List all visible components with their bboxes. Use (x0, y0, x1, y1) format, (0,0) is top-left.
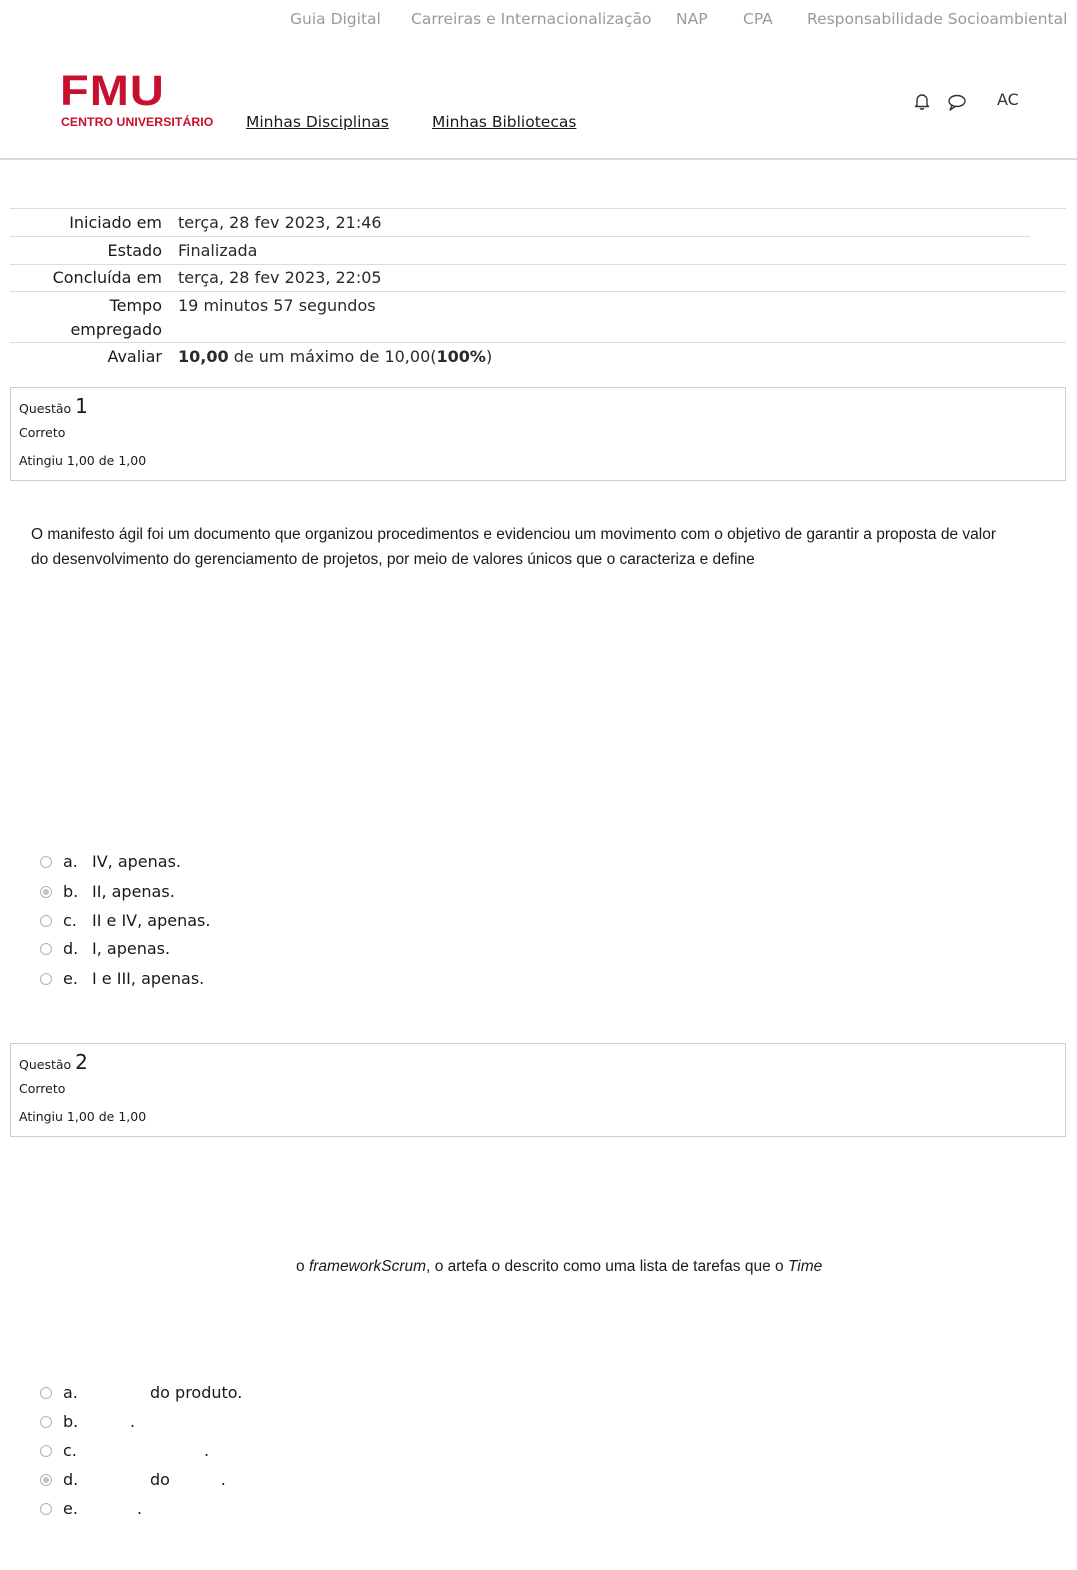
q2-text-italic: frameworkScrum (308, 1258, 427, 1275)
question-1-status: Correto (19, 425, 66, 440)
radio-button[interactable] (40, 973, 52, 985)
completed-label: Concluída em (52, 268, 162, 287)
question-label: Questão (19, 1057, 72, 1072)
radio-button[interactable] (40, 1416, 52, 1428)
option-text: do produto. (150, 1383, 243, 1402)
option-letter: a. (63, 1383, 78, 1402)
option-letter: d. (63, 1470, 79, 1489)
radio-button[interactable] (40, 1503, 52, 1515)
summary-divider (10, 264, 1066, 265)
summary-divider (10, 236, 1030, 237)
question-number: 2 (75, 1050, 88, 1074)
option-letter: b. (63, 882, 79, 901)
grade-score: 10,00 (178, 347, 229, 366)
time-value: 19 minutos 57 segundos (178, 296, 376, 315)
option-letter: a. (63, 852, 78, 871)
grade-value (178, 345, 492, 369)
q2-text-part: o (296, 1258, 309, 1275)
top-link-responsabilidade[interactable]: Responsabilidade Socioambiental (807, 10, 1068, 28)
option-text: IV, apenas. (92, 852, 182, 871)
summary-divider (10, 291, 1066, 292)
time-label-line1: Tempo (109, 296, 162, 315)
logo-subtitle: CENTRO UNIVERSITÁRIO (61, 115, 214, 129)
question-2-text (296, 1254, 822, 1279)
summary-divider (10, 208, 1066, 209)
question-1-text-line1: O manifesto ágil foi um documento que organizou procedimentos e evidenciou um movimento com o objetivo de garantir a proposta de valor (31, 526, 996, 543)
option-letter: d. (63, 939, 79, 958)
option-text: II, apenas. (92, 882, 175, 901)
started-value: terça, 28 fev 2023, 21:46 (178, 213, 382, 232)
option-letter: c. (63, 1441, 77, 1460)
question-2-mark: Atingiu 1,00 de 1,00 (19, 1109, 147, 1124)
grade-middle: de um máximo de 10,00( (228, 347, 437, 366)
option-text: . (204, 1441, 210, 1460)
question-2-title (19, 1050, 88, 1074)
top-link-carreiras[interactable]: Carreiras e Internacionalização (411, 10, 652, 28)
time-label (10, 294, 162, 342)
question-1-text (31, 522, 1051, 572)
nav-minhas-disciplinas[interactable]: Minhas Disciplinas (246, 113, 389, 131)
option-text: . (130, 1412, 136, 1431)
started-label: Iniciado em (69, 213, 162, 232)
option-text: I, apenas. (92, 939, 171, 958)
question-1-info (10, 387, 1066, 481)
user-initials[interactable]: AC (997, 90, 1019, 109)
grade-percent: 100% (436, 347, 486, 366)
state-value: Finalizada (178, 241, 258, 260)
completed-value: terça, 28 fev 2023, 22:05 (178, 268, 382, 287)
option-letter: b. (63, 1412, 79, 1431)
grade-label: Avaliar (107, 347, 162, 366)
top-link-nap[interactable]: NAP (676, 10, 708, 28)
radio-button[interactable] (40, 856, 52, 868)
header-divider (0, 158, 1077, 160)
radio-button-selected[interactable] (40, 886, 52, 898)
summary-divider (10, 342, 1066, 343)
option-letter: e. (63, 1499, 78, 1518)
nav-minhas-bibliotecas[interactable]: Minhas Bibliotecas (432, 113, 577, 131)
state-label: Estado (107, 241, 162, 260)
option-text: II e IV, apenas. (92, 911, 211, 930)
bell-icon[interactable] (912, 91, 932, 111)
radio-button-selected[interactable] (40, 1474, 52, 1486)
option-text: I e III, apenas. (92, 969, 205, 988)
question-number: 1 (75, 394, 88, 418)
option-letter: c. (63, 911, 77, 930)
question-1-mark: Atingiu 1,00 de 1,00 (19, 453, 147, 468)
q2-text-italic: Time (787, 1258, 823, 1275)
radio-button[interactable] (40, 915, 52, 927)
radio-button[interactable] (40, 1387, 52, 1399)
top-link-cpa[interactable]: CPA (743, 10, 773, 28)
question-label: Questão (19, 401, 72, 416)
question-1-title (19, 394, 88, 418)
chat-icon[interactable] (946, 92, 968, 112)
top-link-guia-digital[interactable]: Guia Digital (290, 10, 381, 28)
q2-text-part: , o artefa o descrito como uma lista de tarefas que o (426, 1258, 788, 1275)
time-label-line2: empregado (70, 320, 162, 339)
option-letter: e. (63, 969, 78, 988)
option-text: do . (150, 1470, 226, 1489)
logo-fmu[interactable]: FMU (60, 66, 165, 115)
question-2-info (10, 1043, 1066, 1137)
question-2-status: Correto (19, 1081, 66, 1096)
question-1-text-line2: do desenvolvimento do gerenciamento de projetos, por meio de valores únicos que o caracteriza e define (31, 551, 755, 568)
grade-end: ) (485, 347, 493, 366)
radio-button[interactable] (40, 1445, 52, 1457)
radio-button[interactable] (40, 943, 52, 955)
option-text: . (137, 1499, 143, 1518)
